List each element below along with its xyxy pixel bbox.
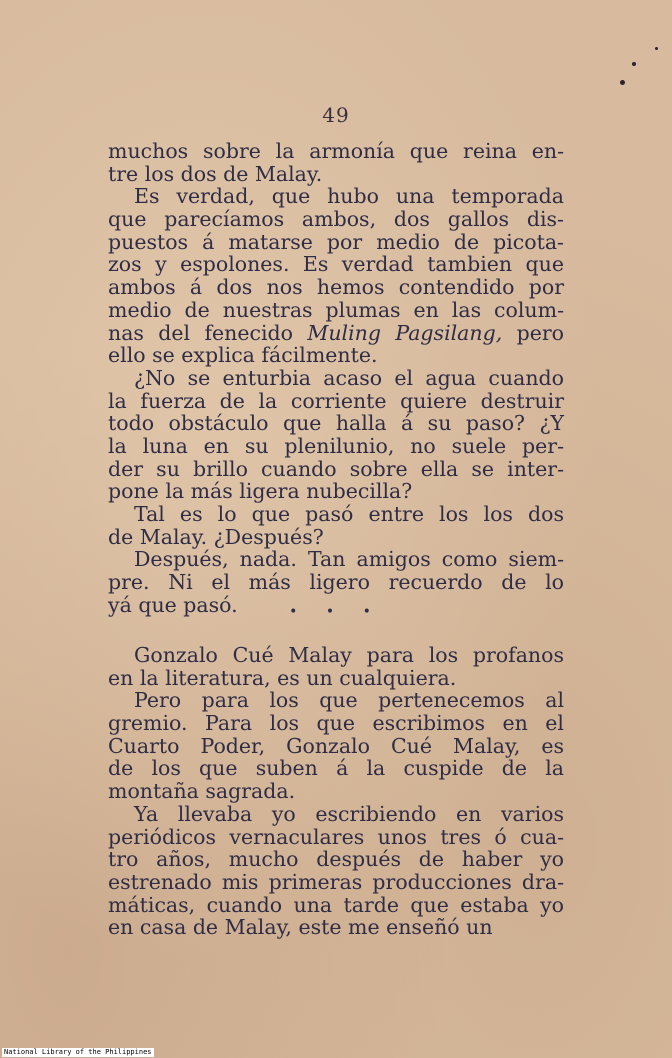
text-line: puestos á matarse por medio de picota- [108, 229, 564, 254]
text-line: yá que pasó. [108, 592, 238, 617]
text-line: ¿No se enturbia acaso el agua cuando [134, 365, 564, 390]
text-block-top [108, 140, 564, 616]
text-line: Ya llevaba yo escribiendo en varios [134, 801, 564, 826]
text-line: pone la más ligera nubecilla? [108, 479, 413, 504]
text-line: montaña sagrada. [108, 779, 296, 804]
ink-spot [620, 80, 625, 85]
text-block-bottom [108, 644, 564, 939]
footer-credit: National Library of the Philippines [4, 1048, 152, 1056]
text-line: Gonzalo Cué Malay para los profanos [134, 643, 564, 667]
text-line: que parecíamos ambos, dos gallos dis- [108, 207, 564, 232]
text-line: de Malay. ¿Después? [108, 524, 324, 549]
text-line: ello se explica fácilmente. [108, 343, 378, 368]
text-line: Tal es lo que pasó entre los los dos [134, 502, 564, 526]
text-line: nas del fenecido Muling Pagsilang, pero [108, 320, 564, 345]
text-line: Cuarto Poder, Gonzalo Cué Malay, es [108, 733, 564, 758]
text-line: Es verdad, que hubo una temporada [134, 184, 564, 209]
ink-spot [655, 47, 658, 50]
text-line: periódicos vernaculares unos tres ó cua- [108, 824, 564, 849]
text-line: todo obstáculo que halla á su paso? ¿Y [108, 411, 564, 436]
text-line: tre los dos de Malay. [108, 161, 323, 186]
text-line: der su brillo cuando sobre ella se inter- [108, 456, 564, 481]
text-line: medio de nuestras plumas en las colum- [108, 297, 564, 322]
text-line: pre. Ni el más ligero recuerdo de lo [108, 570, 564, 595]
text-line: estrenado mis primeras producciones dra- [108, 869, 564, 894]
text-line: ambos á dos nos hemos contendido por [108, 275, 564, 300]
text-line: en la literatura, es un cualquiera. [108, 665, 457, 690]
text-line: Después, nada. Tan amigos como siem- [134, 547, 564, 572]
text-line: en casa de Malay, este me enseñó un [108, 915, 493, 940]
text-line: de los que suben á la cuspide de la [108, 756, 564, 781]
text-line: máticas, cuando una tarde que estaba yo [108, 892, 564, 917]
periodical-title: Muling Pagsilang, [307, 320, 503, 345]
ink-spot [632, 62, 636, 66]
text-line: la luna en su plenilunio, no suele per- [108, 433, 564, 458]
text-line: gremio. Para los que escribimos en el [108, 711, 564, 736]
text-line: muchos sobre la armonía que reina en- [108, 139, 564, 163]
text-line: tro años, mucho después de haber yo [108, 847, 564, 872]
text-line: zos y espolones. Es verdad tambien que [108, 252, 564, 277]
section-separator: • • • [289, 604, 383, 620]
text-line: la fuerza de la corriente quiere destruir [108, 388, 564, 413]
page-number: 49 [322, 103, 350, 127]
text-line: Pero para los que pertenecemos al [134, 688, 564, 713]
